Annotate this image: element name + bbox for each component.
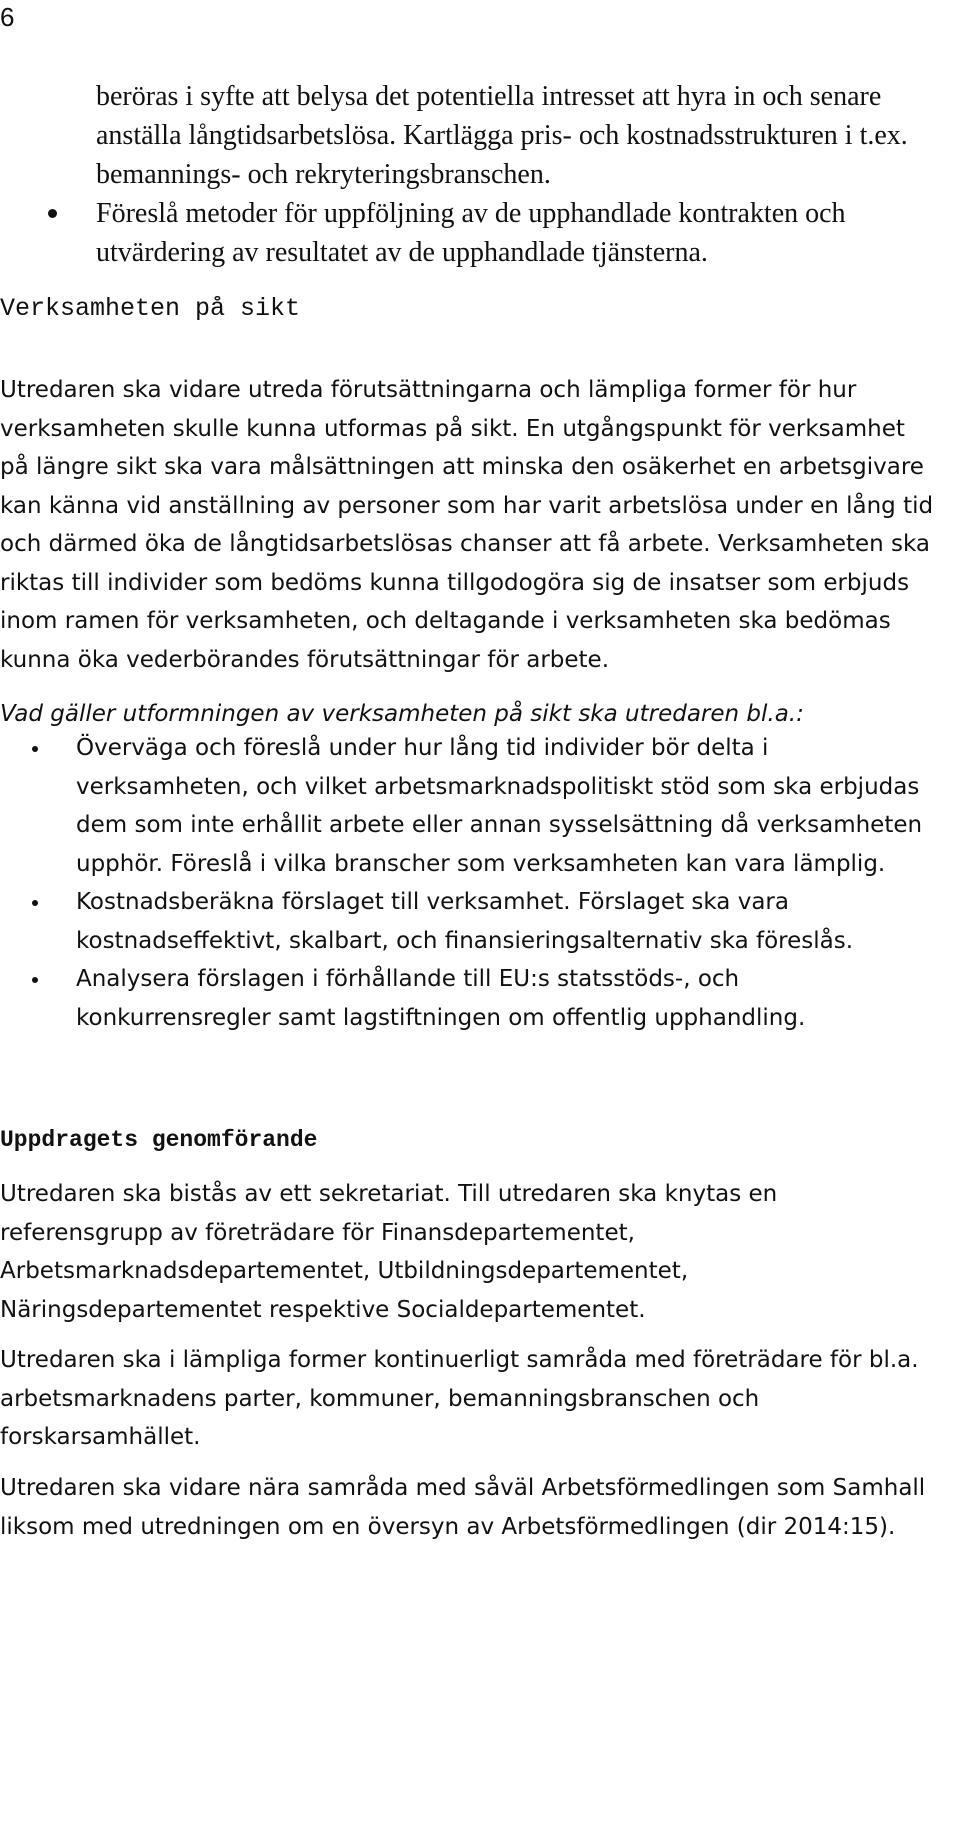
bullet-icon (32, 977, 38, 983)
continuation-paragraph: beröras i syfte att belysa det potentiella intresset att hyra in och senare anställa långtidsarbetslösa. Kartlägga pris- och kostnadsstrukturen i t.ex. bemannings- och rekryteringsbranschen. (96, 81, 908, 190)
list-item (96, 194, 956, 272)
bullet-icon (32, 746, 38, 752)
execution-paragraph-2: Utredaren ska i lämpliga former kontinuerligt samråda med företrädare för bl.a. arbetsmarknadens parter, kommuner, bemanningsbranschen och forskarsamhället. (0, 1347, 919, 1450)
bullet-icon (32, 900, 38, 906)
list-item-text: Överväga och föreslå under hur lång tid individer bör delta i verksamheten, och vilket arbetsmarknadspolitiskt stöd som ska erbjudas dem som inte erhållit arbete eller annan sysselsättning då verksamheten upphör. Föreslå i vilka branscher som verksamheten kan vara lämplig. (76, 735, 923, 877)
long-term-lead: Vad gäller utformningen av verksamheten på sikt ska utredaren bl.a.: (0, 701, 804, 727)
long-term-paragraph: Utredaren ska vidare utreda förutsättningarna och lämpliga former för hur verksamheten skulle kunna utformas på sikt. En utgångspunkt för verksamhet på längre sikt ska vara målsättningen att minska den osäkerhet en arbetsgivare kan känna vid anställning av personer som har varit arbetslösa under en lång tid och därmed öka de långtidsarbetslösas chanser att få arbete. Verksamheten ska riktas till individer som bedöms kunna tillgodogöra sig de insatser som erbjuds inom ramen för verksamheten, och deltagande i verksamheten ska bedömas kunna öka vederbörandes förutsättningar för arbete. (0, 377, 934, 673)
section-heading-long-term: Verksamheten på sikt (0, 294, 301, 323)
list-item-text: Föreslå metoder för uppföljning av de upphandlade kontrakten och utvärdering av resultatet av de upphandlade tjänsterna. (96, 198, 846, 268)
page-number: 6 (0, 2, 15, 32)
long-term-bullet-list (76, 729, 936, 1037)
top-block (96, 77, 956, 272)
top-bullet-list (96, 194, 956, 272)
list-item (76, 729, 936, 883)
execution-paragraph-3: Utredaren ska vidare nära samråda med såväl Arbetsförmedlingen som Samhall liksom med utredningen om en översyn av Arbetsförmedlingen (dir 2014:15). (0, 1475, 926, 1540)
bullet-icon (48, 209, 57, 218)
list-item (76, 883, 936, 960)
list-item-text: Kostnadsberäkna förslaget till verksamhet. Förslaget ska vara kostnadseffektivt, skalbart, och finansieringsalternativ ska föreslås. (76, 889, 854, 954)
list-item (76, 960, 936, 1037)
execution-paragraph-1: Utredaren ska bistås av ett sekretariat. Till utredaren ska knytas en referensgrupp av företrädare för Finansdepartementet, Arbetsmarknadsdepartementet, Utbildningsdepartementet, Näringsdepartementet respektive Socialdepartementet. (0, 1181, 778, 1323)
section-heading-execution: Uppdragets genomförande (0, 1127, 318, 1153)
list-item-text: Analysera förslagen i förhållande till EU:s statsstöds-, och konkurrensregler samt lagstiftningen om offentlig upphandling. (76, 966, 806, 1031)
